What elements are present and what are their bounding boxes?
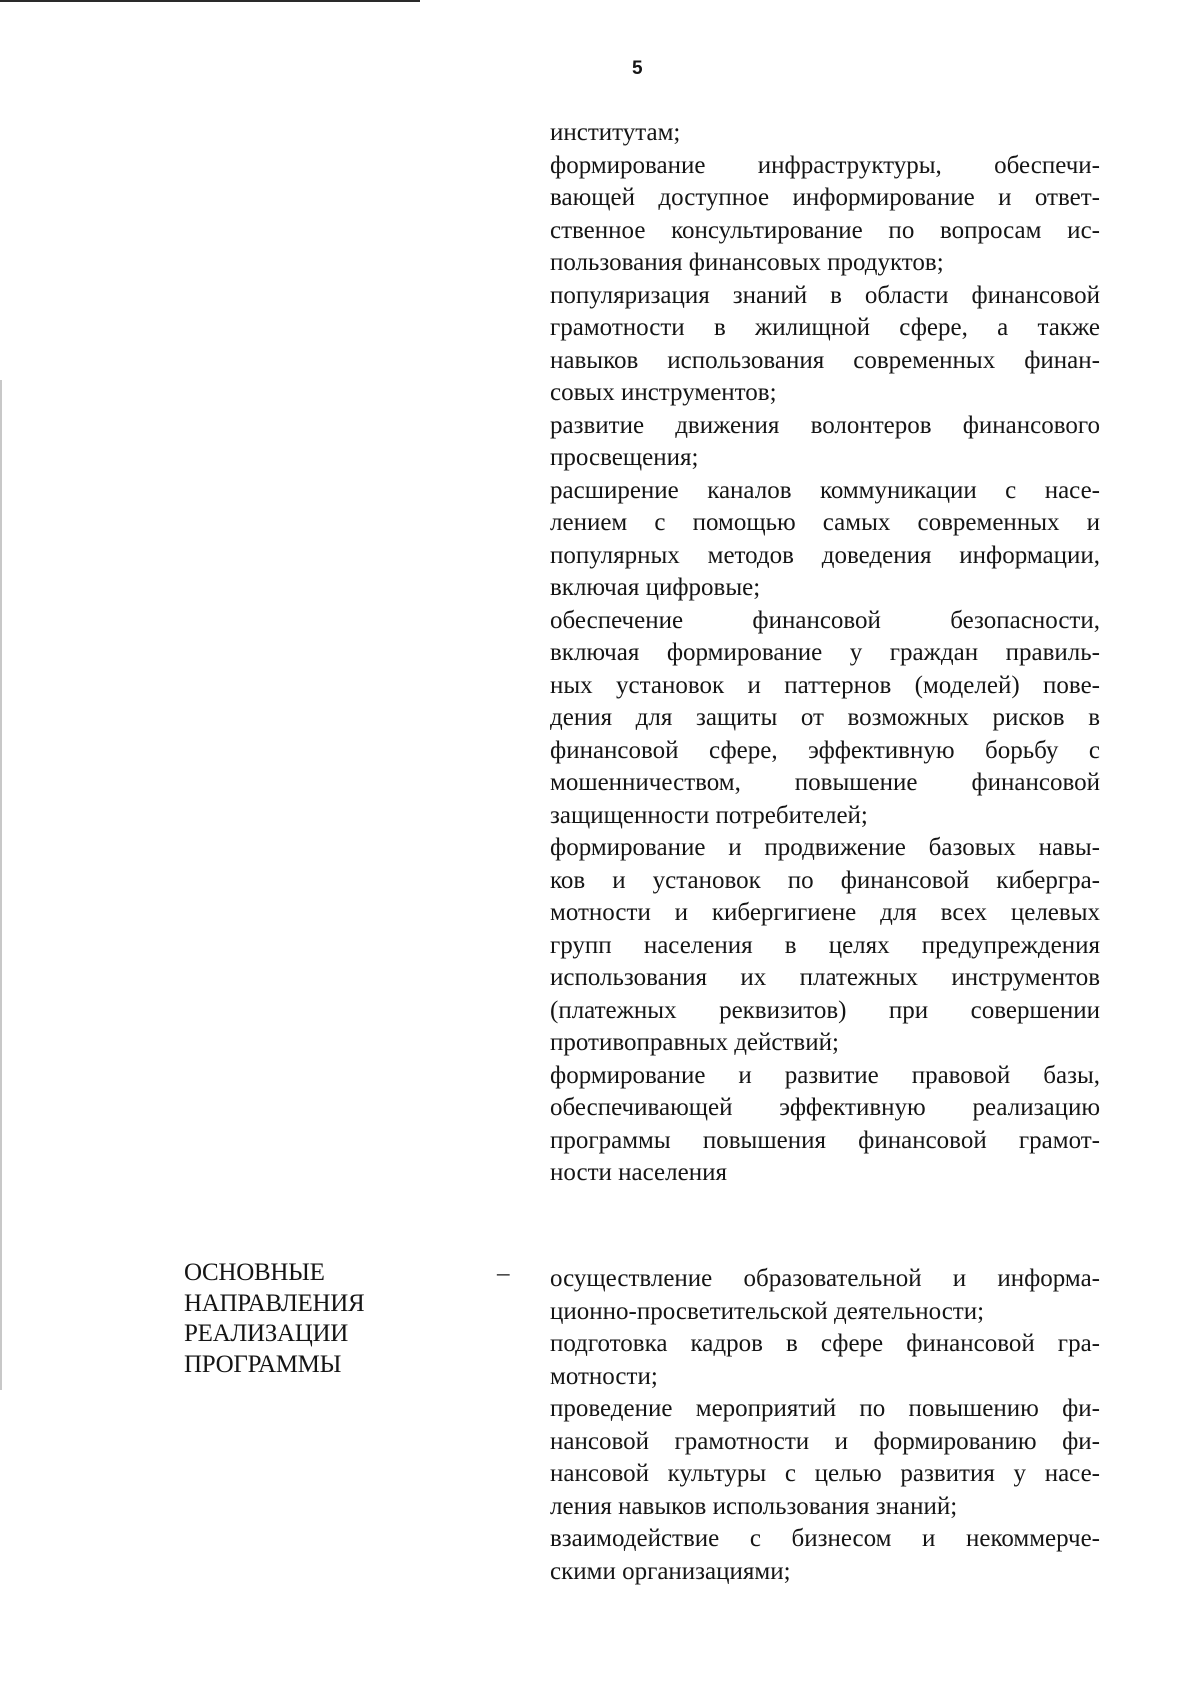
text-line: совых инструментов; [550, 379, 777, 406]
text-line: лением с помощью самых современных и [550, 509, 1100, 536]
text-line: обеспечение финансовой безопасности, [550, 606, 1100, 634]
text-line: мошенничеством, повышение финансовой [550, 769, 1100, 796]
section-heading [184, 1258, 444, 1380]
heading-line: ПРОГРАММЫ [184, 1350, 342, 1378]
text-line: расширение каналов коммуникации с насе- [550, 476, 1100, 504]
text-line: навыков использования современных финан- [550, 346, 1100, 374]
text-line: нансовой грамотности и формированию фи- [550, 1427, 1100, 1455]
heading-line: НАПРАВЛЕНИЯ [184, 1289, 365, 1317]
text-line: просвещения; [550, 444, 699, 471]
text-line: мотности; [550, 1362, 658, 1390]
heading-line: ОСНОВНЫЕ [184, 1259, 325, 1286]
text-block-goals [550, 117, 1100, 1190]
text-line: развитие движения волонтеров финансового [550, 411, 1100, 439]
text-line: проведение мероприятий по повышению фи- [550, 1395, 1100, 1422]
text-line: программы повышения финансовой грамот- [550, 1126, 1100, 1154]
text-line: формирование и развитие правовой базы, [550, 1061, 1100, 1089]
text-line: ных установок и паттернов (моделей) пове- [550, 671, 1100, 699]
text-line: финансовой сфере, эффективную борьбу с [550, 736, 1100, 764]
text-line: дения для защиты от возможных рисков в [550, 704, 1100, 731]
text-line: ственное консультирование по вопросам ис- [550, 216, 1100, 244]
section-dash: – [497, 1260, 510, 1287]
text-line: защищенности потребителей; [550, 801, 868, 829]
text-line: осуществление образовательной и информа- [550, 1265, 1100, 1292]
text-line: грамотности в жилищной сфере, а также [550, 314, 1100, 341]
text-line: ности населения [550, 1159, 727, 1186]
text-line: формирование инфраструктуры, обеспечи- [550, 151, 1100, 179]
text-line: противоправных действий; [550, 1029, 839, 1056]
text-line: ков и установок по финансовой кибергра- [550, 866, 1100, 894]
text-line: включая цифровые; [550, 574, 761, 601]
text-line: ционно-просветительской деятельности; [550, 1297, 985, 1325]
scan-edge [0, 380, 2, 1390]
page-number: 5 [632, 58, 643, 79]
text-line: вающей доступное информирование и ответ- [550, 184, 1100, 211]
text-line: взаимодействие с бизнесом и некоммерче- [550, 1525, 1100, 1552]
text-line: использования их платежных инструментов [550, 964, 1100, 991]
text-line: ления навыков использования знаний; [550, 1492, 958, 1520]
top-rule [0, 0, 420, 2]
text-line: формирование и продвижение базовых навы- [550, 834, 1100, 861]
text-line: (платежных реквизитов) при совершении [550, 996, 1100, 1024]
text-line: пользования финансовых продуктов; [550, 249, 944, 276]
text-line: мотности и кибергигиене для всех целевых [550, 899, 1100, 926]
text-line: популяризация знаний в области финансовой [550, 281, 1100, 309]
text-line: подготовка кадров в сфере финансовой гра- [550, 1330, 1100, 1357]
text-line: обеспечивающей эффективную реализацию [550, 1094, 1100, 1121]
text-line: групп населения в целях предупреждения [550, 931, 1100, 959]
text-line: нансовой культуры с целью развития у насе- [550, 1460, 1100, 1487]
text-line: скими организациями; [550, 1557, 791, 1585]
text-block-directions [550, 1263, 1100, 1588]
text-line: институтам; [550, 119, 681, 146]
text-line: популярных методов доведения информации, [550, 541, 1100, 569]
heading-line: РЕАЛИЗАЦИИ [184, 1320, 348, 1347]
text-line: включая формирование у граждан правиль- [550, 639, 1100, 666]
